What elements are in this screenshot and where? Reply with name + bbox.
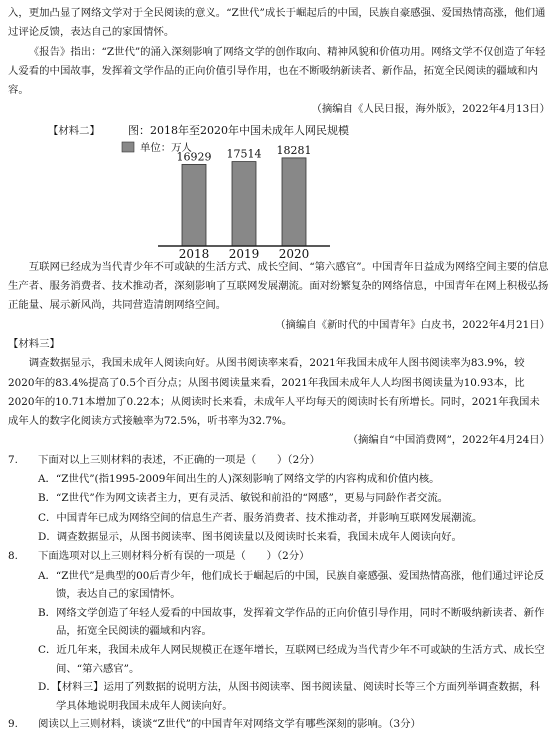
- material-2-chart-block: [8, 120, 550, 258]
- bar-2019: [232, 161, 256, 245]
- chart-title: 图：2018年至2020年中国未成年人网民规模: [128, 123, 349, 137]
- material-2-label: 【材料二】: [48, 124, 100, 137]
- netizen-scale-bar-chart: [8, 120, 550, 258]
- legend-label: 单位：万人: [140, 141, 192, 154]
- question-8-option-d: D．【材料三】运用了列数据的说明方法，从图书阅读率、图书阅读量、阅读时长等三个方面列举调查数据，科学具体地说明我国未成年人阅读向好。: [38, 681, 540, 712]
- legend-swatch: [122, 142, 134, 152]
- bar-value-label: 18281: [276, 143, 312, 157]
- x-tick-label: 2018: [178, 246, 210, 258]
- question-8-option-c: C．近几年来，我国未成年人网民规模正在逐年增长，互联网已经成为当代青少年不可或缺的生活方式、成长空间、“第六感官”。: [38, 643, 545, 675]
- bar-value-label: 16929: [176, 150, 212, 164]
- paragraph-material-3: 调查数据显示，我国未成年人阅读向好。从图书阅读率来看，2021年我国未成年人图书阅读率为83.9%，较2020年的83.4%提高了0.5个百分点；从图书阅读量来看，2021年我国未成年人人均图书阅读量为10.93本，比2020年的10.71本增加了0.22本；从阅读时长来看，未成年人平均每天的阅读时长有所增长。同时，2021年我国未成年人的数字化阅读方式接触率为72.5%，听书率为32.7%。: [8, 357, 540, 428]
- paragraph-top-1: 入，更加凸显了网络文学对于全民阅读的意义。“Z世代”成长于崛起后的中国，民族自豪感强、爱国热情高涨，他们通过评论反馈，表达自己的家国情怀。: [8, 7, 546, 39]
- question-7-stem: 下面对以上三则材料的表述，不正确的一项是（ ）（2分）: [38, 453, 320, 466]
- paragraph-top-2: 《报告》指出：“Z世代”的涌入深刻影响了网络文学的创作取向、精神风貌和价值功用。网络文学不仅创造了年轻人爱看的中国故事，发挥着文学作品的正向价值引导作用，也在不断吸纳新读者、新作品，拓宽全民阅读的疆域和内容。: [8, 45, 546, 97]
- question-8: [8, 547, 550, 715]
- source-citation-2: （摘编自《新时代的中国青年》白皮书，2022年4月21日）: [275, 318, 550, 331]
- question-9-number: 9.: [8, 718, 18, 731]
- question-8-option-a: A．“Z世代”是典型的00后青少年，他们成长于崛起后的中国，民族自豪感强、爱国热情高涨，他们通过评论反馈，表达自己的家国情怀。: [38, 569, 545, 601]
- material-3-label: 【材料三】: [8, 337, 60, 350]
- question-8-stem: 下面选项对以上三则材料分析有误的一项是（ ）（2分）: [38, 550, 310, 563]
- question-7-number: 7.: [8, 453, 18, 466]
- question-7-option-a: A．“Z世代”(指1995-2009年间出生的人)深刻影响了网络文学的内容构成和价值内核。: [38, 473, 440, 486]
- x-tick-label: 2020: [278, 246, 310, 258]
- question-7-option-b: B．“Z世代”作为网文读者主力，更有灵活、敏锐和前沿的“网感”，更易与同龄作者交流。: [38, 492, 449, 505]
- question-8-option-b: B．网络文学创造了年轻人爱看的中国故事，发挥着文学作品的正向价值引导作用，同时不断吸纳新读者、新作品，拓宽全民阅读的疆域和内容。: [38, 606, 545, 638]
- x-tick-label: 2019: [228, 246, 260, 258]
- source-citation-3: （摘编自“中国消费网”，2022年4月24日）: [347, 434, 550, 447]
- bar-2020: [282, 158, 306, 246]
- source-citation-1: （摘编自《人民日报，海外版》，2022年4月13日）: [311, 103, 550, 116]
- question-9-stem: 阅读以上三则材料，谈谈“Z世代”的中国青年对网络文学有哪些深刻的影响。（3分）: [38, 718, 421, 731]
- paragraph-material-2: 互联网已经成为当代青少年不可或缺的生活方式、成长空间、“第六感官”。中国青年日益成为网络空间主要的信息生产者、服务消费者、技术推动者，深刻影响了互联网发展潮流。面对纷繁复杂的网络信息，中国青年在网上积极弘扬正能量、展示新风尚，共同营造清朗网络空间。: [8, 260, 549, 312]
- bar-2018: [182, 164, 206, 246]
- bar-value-label: 17514: [226, 147, 262, 161]
- question-7: [8, 451, 550, 547]
- question-9: [8, 715, 550, 734]
- question-7-option-c: C．中国青年已成为网络空间的信息生产者、服务消费者、技术推动者，并影响互联网发展潮流。: [38, 511, 483, 524]
- question-7-option-d: D．调查数据显示，从图书阅读率、图书阅读量以及阅读时长来看，我国未成年人阅读向好。: [38, 530, 462, 543]
- question-8-number: 8.: [8, 550, 18, 563]
